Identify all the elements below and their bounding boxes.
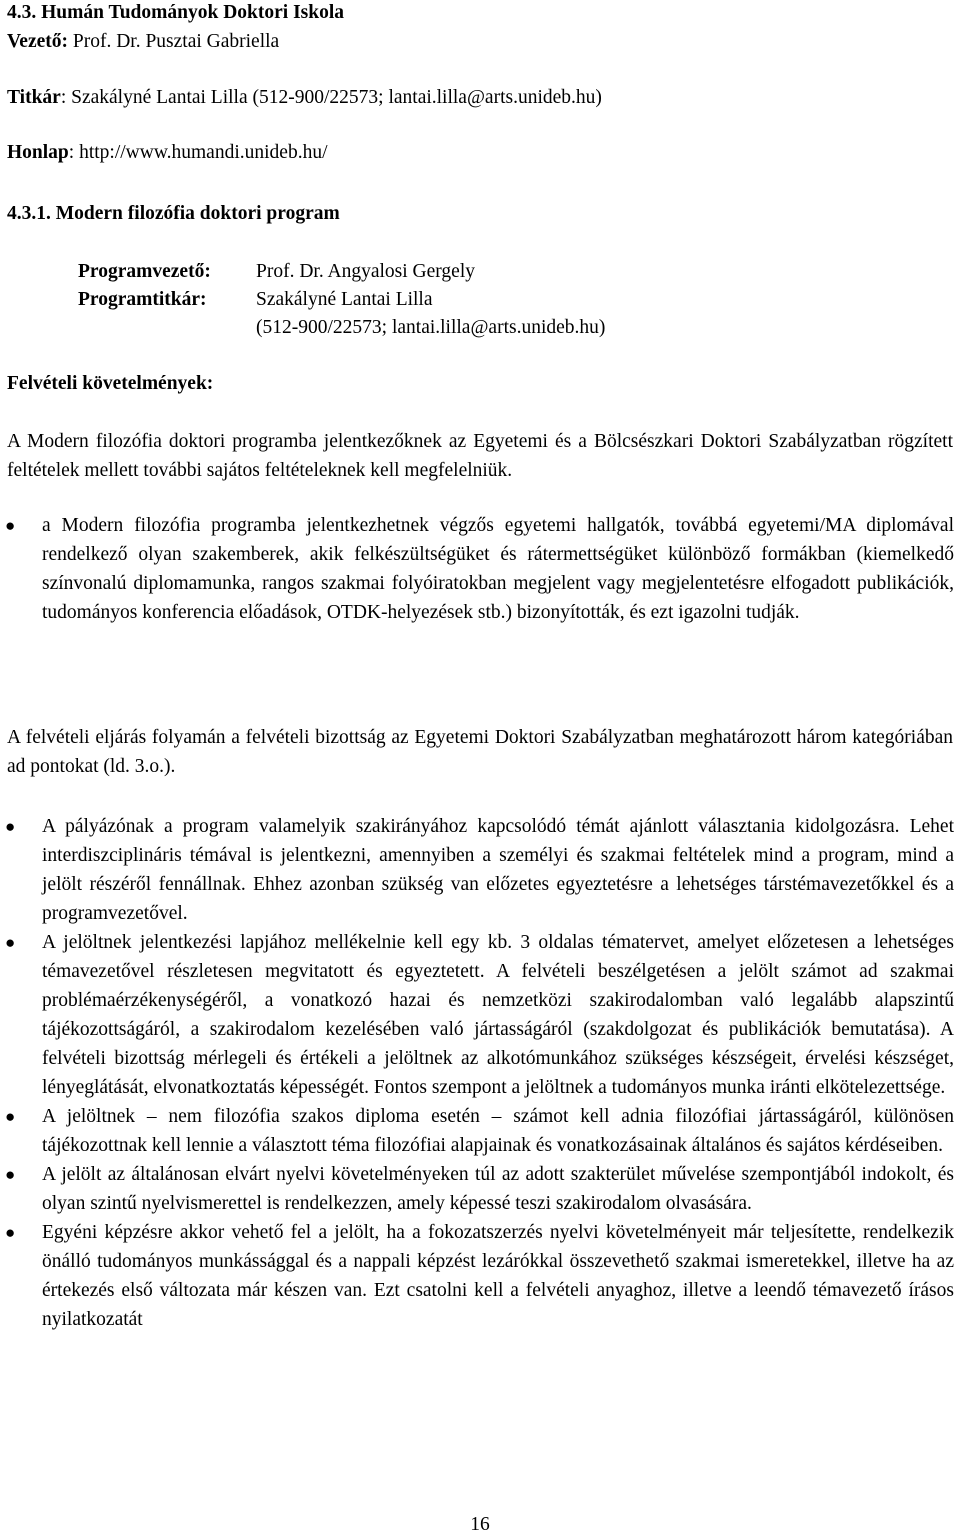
bullet-icon: ● bbox=[5, 1165, 16, 1184]
homepage-label: Honlap bbox=[7, 142, 69, 163]
bullet-icon: ● bbox=[5, 516, 16, 535]
bullet-list-b bbox=[5, 812, 954, 1334]
list-item-text: a Modern filozófia programba jelentkezhetnek végzős egyetemi hallgatók, továbbá egyetemi/MA diplomával rendelkező olyan szakemberek, akik felkészültségüket és rátermettségüket különböző formákban (kiemelkedő színvonalú diplomamunka, rangos szakmai folyóiratokban megjelent vagy megjelentetésre elfogadott publikációk, tudományos konferencia előadások, OTDK-helyezések stb.) bizonyították, és ezt igazolni tudják. bbox=[42, 515, 954, 623]
leader-label: Vezető: bbox=[7, 31, 68, 52]
bullet-list-a bbox=[5, 511, 954, 627]
program-secretary-contact: (512-900/22573; lantai.lilla@arts.unideb.hu) bbox=[256, 317, 606, 338]
leader-name: Prof. Dr. Pusztai Gabriella bbox=[68, 31, 280, 52]
homepage-line bbox=[7, 138, 328, 167]
list-item-text: A pályázónak a program valamelyik szakirányához kapcsolódó témát ajánlott választania kidolgozásra. Lehet interdiszciplináris témával is jelentkezni, amennyiben a személyi és szakmai feltételek mind a program, mind a jelölt részéről fennállnak. Ehhez azonban szükség van előzetes egyeztetésre a lehetséges társtémavezetőkkel és a programvezetővel. bbox=[42, 816, 954, 924]
list-item bbox=[5, 1160, 954, 1218]
bullet-icon: ● bbox=[5, 933, 16, 952]
program-secretary-name: Szakályné Lantai Lilla bbox=[256, 289, 433, 310]
program-leader-label: Programvezető: bbox=[78, 261, 211, 282]
school-leader-line bbox=[7, 27, 279, 56]
program-title: 4.3.1. Modern filozófia doktori program bbox=[7, 203, 340, 224]
list-item bbox=[5, 1218, 954, 1334]
list-item-text: A jelölt az általánosan elvárt nyelvi követelményeken túl az adott szakterület művelése szempontjából indokolt, és olyan szintű nyelvismerettel is rendelkezzen, amely képessé teszi szakirodalom olvasására. bbox=[42, 1164, 954, 1214]
list-item bbox=[5, 928, 954, 1102]
bullet-icon: ● bbox=[5, 1223, 16, 1242]
list-item bbox=[5, 1102, 954, 1160]
program-secretary-label: Programtitkár: bbox=[78, 289, 207, 310]
list-item bbox=[5, 812, 954, 928]
requirements-heading: Felvételi követelmények: bbox=[7, 373, 214, 394]
section-title: 4.3. Humán Tudományok Doktori Iskola bbox=[7, 2, 345, 23]
list-item bbox=[5, 511, 954, 627]
list-item-text: A jelöltnek – nem filozófia szakos diploma esetén – számot kell adnia filozófiai jártasságáról, különösen tájékozottnak kell lennie a választott téma filozófiai alapjainak és vonatkozásainak általános és sajátos kérdéseiben. bbox=[42, 1106, 954, 1156]
program-leader-name: Prof. Dr. Angyalosi Gergely bbox=[256, 261, 475, 282]
secretary-label: Titkár bbox=[7, 87, 61, 108]
secretary-line bbox=[7, 83, 602, 112]
bullet-icon: ● bbox=[5, 817, 16, 836]
list-item-text: Egyéni képzésre akkor vehető fel a jelölt, ha a fokozatszerzés nyelvi követelményeit már teljesítette, rendelkezik önálló tudományos munkássággal és a nappali képzést lezárókkal összevethető szakmai ismeretekkel, illetve ha az értekezés első változata már készen van. Ezt csatolni kell a felvételi anyaghoz, illetve a leendő témavezető írásos nyilatkozatát bbox=[42, 1222, 954, 1330]
page-number: 16 bbox=[470, 1514, 490, 1535]
list-item-text: A jelöltnek jelentkezési lapjához mellékelnie kell egy kb. 3 oldalas tématervet, amelyet előzetesen a lehetséges témavezetővel részletesen megvitatott és egyeztetett. A felvételi beszélgetésen a jelölt számot ad szakmai problémaérzékenységéről, a vonatkozó hazai és nemzetközi szakirodalomban való legalább alapszintű tájékozottságáról, a szakirodalom kezelésében való jártasságáról (szakdolgozat és publikációk bemutatása). A felvételi bizottság mérlegeli és értékeli a jelöltnek az alkotómunkához szükséges készségeit, érvelési készséget, lényeglátását, elvonatkoztatás képességét. Fontos szempont a jelöltnek a tudományos munka iránti elkötelezettsége. bbox=[42, 932, 954, 1098]
bullet-icon: ● bbox=[5, 1107, 16, 1126]
homepage-link[interactable]: : http://www.humandi.unideb.hu/ bbox=[68, 142, 328, 163]
procedure-paragraph: A felvételi eljárás folyamán a felvételi bizottság az Egyetemi Doktori Szabályzatban meghatározott három kategóriában ad pontokat (ld. 3.o.). bbox=[7, 727, 953, 777]
requirements-intro: A Modern filozófia doktori programba jelentkezőknek az Egyetemi és a Bölcsészkari Doktori Szabályzatban rögzített feltételek mellett további sajátos feltételeknek kell megfelelniük. bbox=[7, 431, 953, 481]
secretary-text: : Szakályné Lantai Lilla (512-900/22573; lantai.lilla@arts.unideb.hu) bbox=[60, 87, 602, 108]
